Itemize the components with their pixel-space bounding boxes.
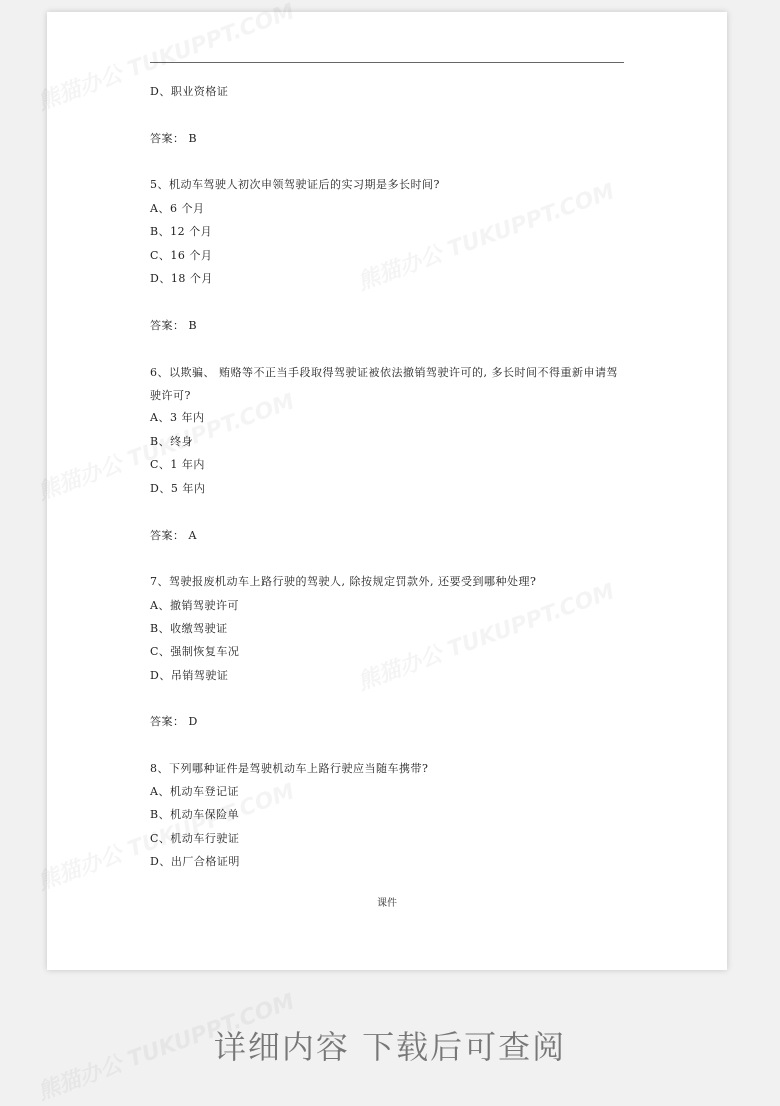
option-line: B、12 个月 xyxy=(150,225,213,238)
question-line: 5、机动车驾驶人初次申领驾驶证后的实习期是多长时间? xyxy=(150,178,440,191)
option-line: D、出厂合格证明 xyxy=(150,855,240,868)
answer-line: 答案： B xyxy=(150,319,198,332)
page-footer: 课件 xyxy=(377,898,397,909)
option-line: A、撤销驾驶许可 xyxy=(150,599,239,612)
answer-line: 答案： A xyxy=(150,529,197,542)
question-line: 8、下列哪种证件是驾驶机动车上路行驶应当随车携带? xyxy=(150,762,429,775)
question-line: 驶许可? xyxy=(150,389,191,402)
option-line: D、职业资格证 xyxy=(150,85,229,98)
option-line: C、强制恢复车况 xyxy=(150,645,240,658)
option-line: B、收缴驾驶证 xyxy=(150,622,228,635)
option-line: D、18 个月 xyxy=(150,272,213,285)
option-line: C、16 个月 xyxy=(150,249,213,262)
option-line: B、机动车保险单 xyxy=(150,808,240,821)
answer-line: 答案： B xyxy=(150,132,198,145)
document-page xyxy=(47,12,727,970)
option-line: B、终身 xyxy=(150,435,194,448)
download-banner: 详细内容 下载后可查阅 xyxy=(213,1028,567,1066)
option-line: D、5 年内 xyxy=(150,482,206,495)
option-line: C、1 年内 xyxy=(150,458,205,471)
option-line: A、6 个月 xyxy=(150,202,205,215)
answer-line: 答案： D xyxy=(150,715,198,728)
option-line: D、吊销驾驶证 xyxy=(150,669,229,682)
header-rule xyxy=(150,62,624,63)
option-line: A、机动车登记证 xyxy=(150,785,239,798)
option-line: A、3 年内 xyxy=(150,411,205,424)
option-line: C、机动车行驶证 xyxy=(150,832,240,845)
question-line: 6、以欺骗、 贿赂等不正当手段取得驾驶证被依法撤销驾驶许可的, 多长时间不得重新申请驾 xyxy=(150,366,618,379)
question-line: 7、驾驶报废机动车上路行驶的驾驶人, 除按规定罚款外, 还要受到哪种处理? xyxy=(150,575,537,588)
